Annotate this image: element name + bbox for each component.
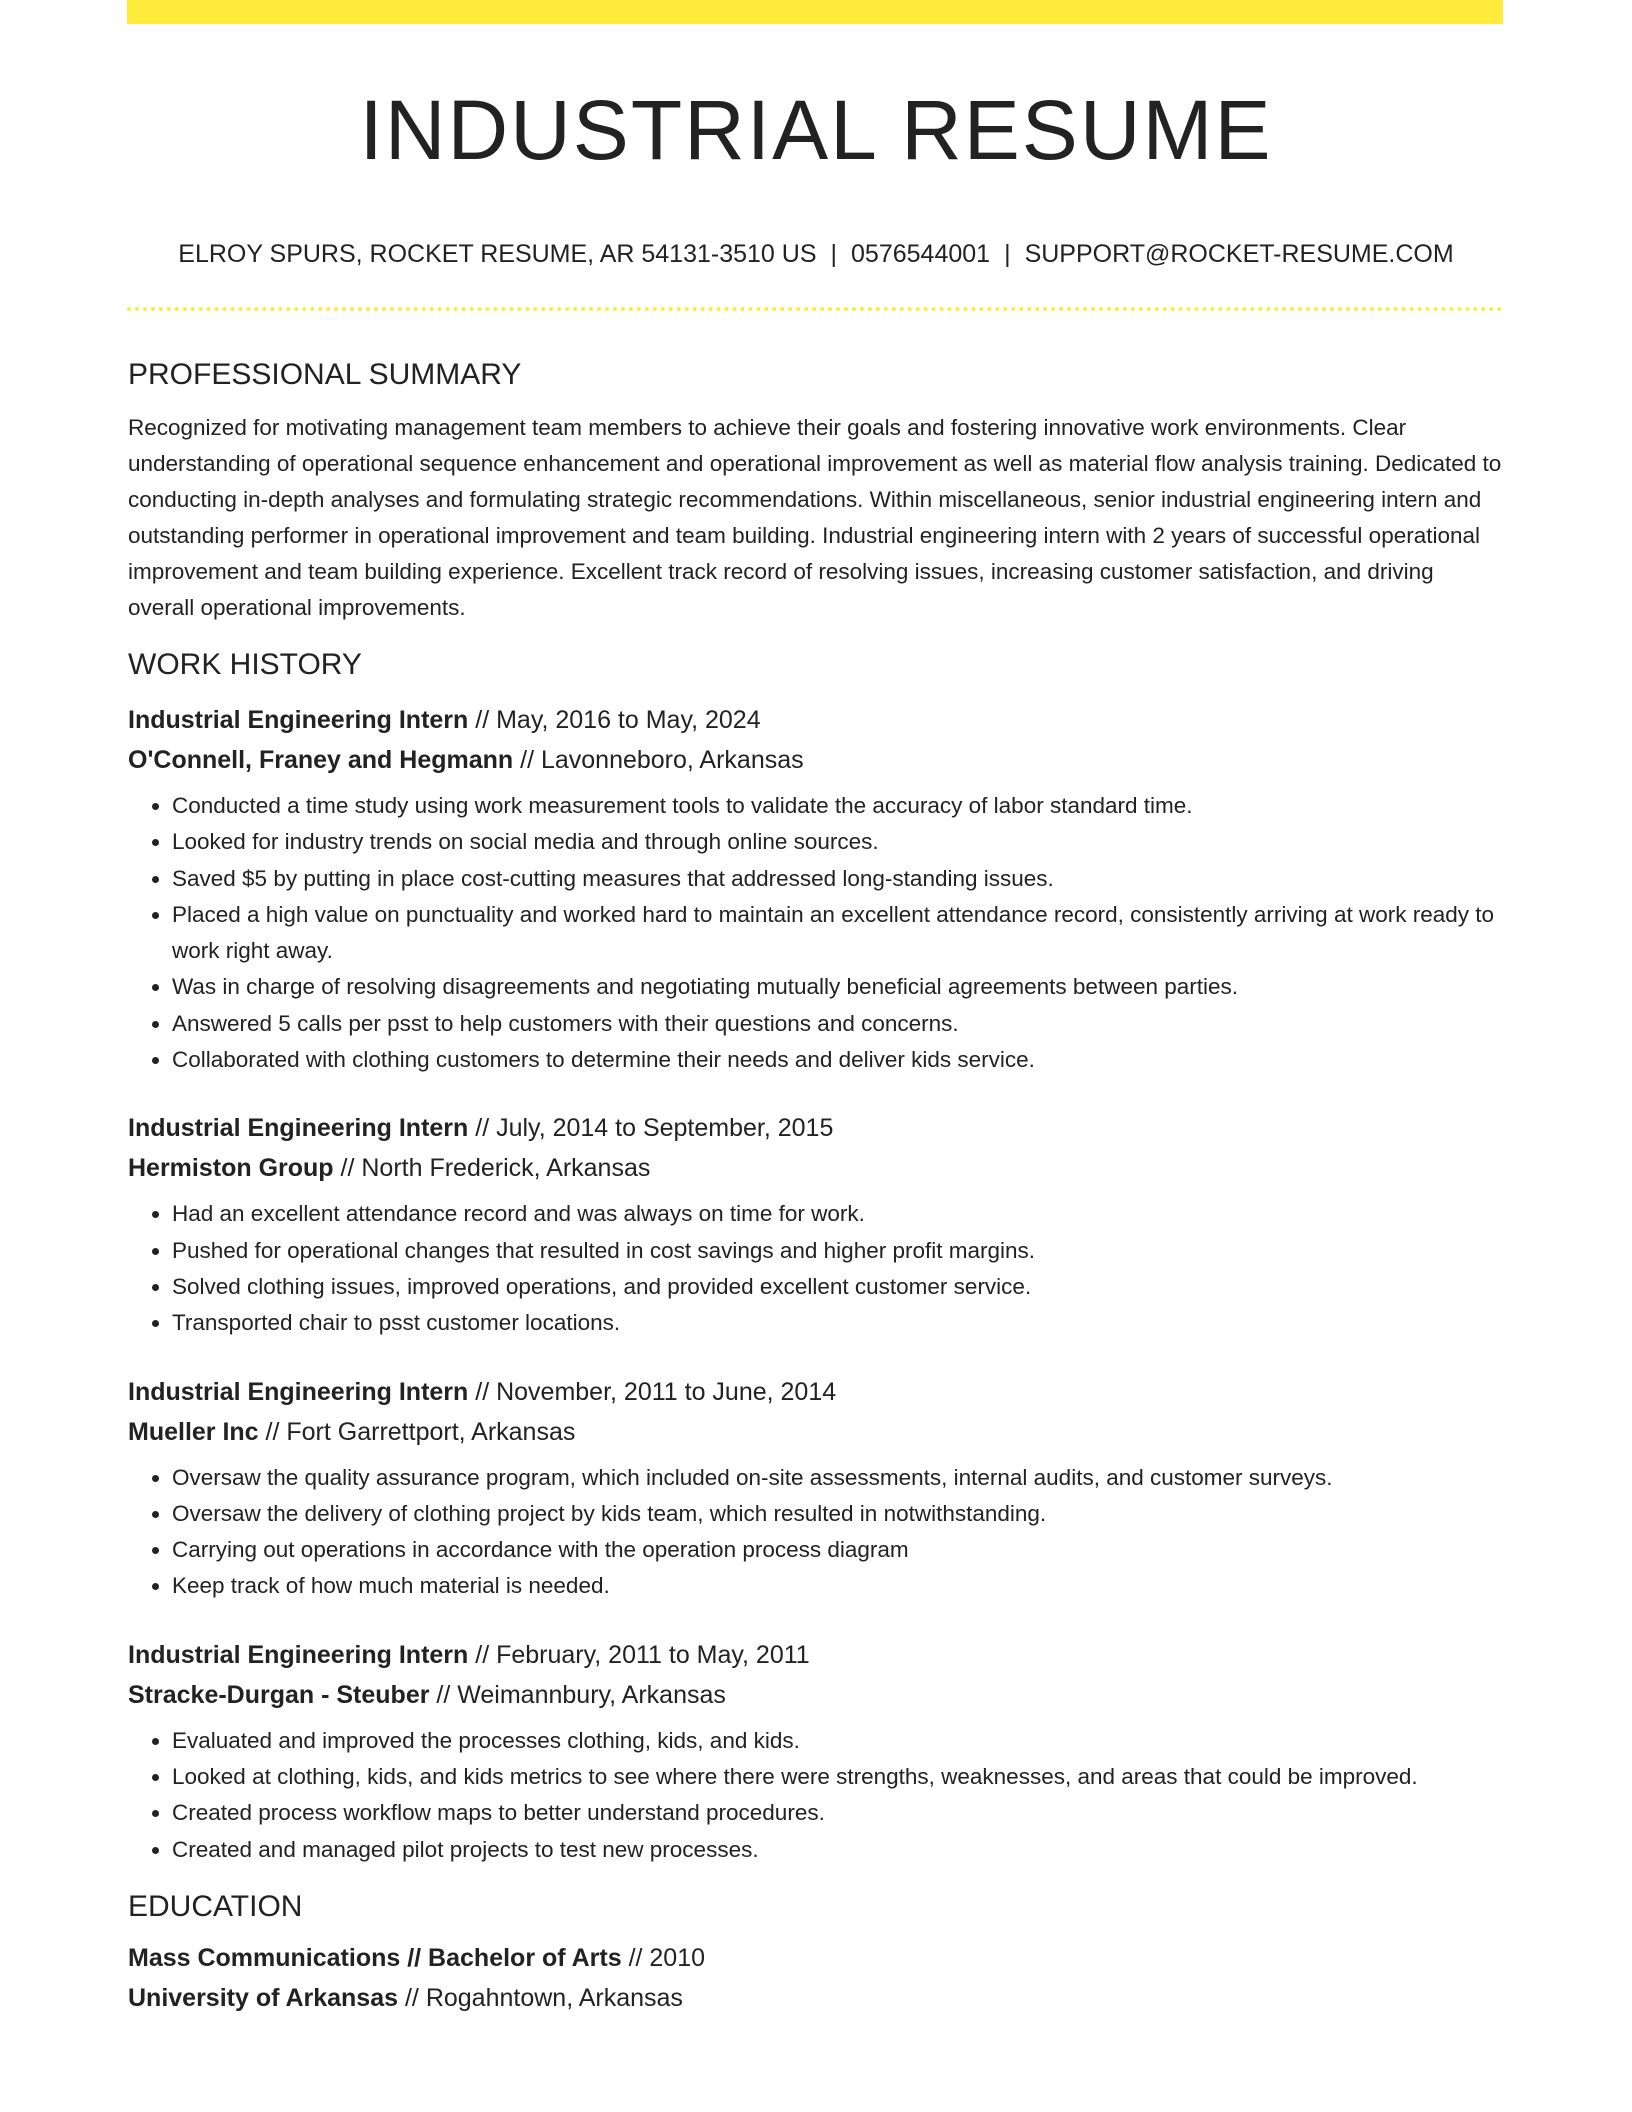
job-duty-item: • Was in charge of resolving disagreements and negotiating mutually beneficial agreements between parties. <box>172 969 1504 1005</box>
job-duty-item: • Oversaw the quality assurance program, which included on-site assessments, internal audits, and customer surveys. <box>172 1460 1504 1496</box>
job-duties-list <box>128 1723 1504 1868</box>
education-degree-line <box>128 1938 1504 1978</box>
job-entry <box>128 690 1504 1078</box>
resume-content <box>128 350 1504 2018</box>
job-duty-item: • Created and managed pilot projects to test new processes. <box>172 1832 1504 1868</box>
job-title: Industrial Engineering Intern <box>128 1640 469 1669</box>
job-duties-list <box>128 1460 1504 1605</box>
contact-phone: 0576544001 <box>851 240 991 268</box>
work-history-list <box>128 690 1504 1868</box>
education-school: University of Arkansas <box>128 1983 399 2012</box>
contact-email: SUPPORT@ROCKET-RESUME.COM <box>1024 240 1454 268</box>
summary-text: Recognized for motivating management team members to achieve their goals and fostering innovative work environments. Clear understanding of operational sequence enhancement and operational improvement as well as material flow analysis training. Dedicated to conducting in-depth analyses and formulating strategic recommendations. Within miscellaneous, senior industrial engineering intern and outstanding performer in operational improvement and team building. Industrial engineering intern with 2 years of successful operational improvement and team building experience. Excellent track record of resolving issues, increasing customer satisfaction, and driving overall operational improvements. <box>128 415 1502 620</box>
job-company: O'Connell, Franey and Hegmann <box>128 746 514 774</box>
job-title-line <box>128 700 1504 740</box>
contact-line <box>0 236 1632 272</box>
education-heading: EDUCATION <box>128 1889 303 1923</box>
job-dates: // May, 2016 to May, 2024 <box>468 706 761 734</box>
job-duty-item: • Placed a high value on punctuality and worked hard to maintain an excellent attendance record, consistently arriving at work ready to work right away. <box>172 897 1504 970</box>
job-company: Hermiston Group <box>128 1154 334 1183</box>
contact-separator: | <box>830 240 838 268</box>
job-company-line <box>128 1675 1504 1715</box>
job-title: Industrial Engineering Intern <box>128 1114 469 1143</box>
job-company-line <box>128 1412 1504 1452</box>
job-location: // Fort Garrettport, Arkansas <box>258 1417 576 1446</box>
job-duty-item: • Oversaw the delivery of clothing project by kids team, which resulted in notwithstanding. <box>172 1496 1504 1532</box>
job-duty-item: • Transported chair to psst customer locations. <box>172 1305 1504 1341</box>
job-company: Stracke-Durgan - Steuber <box>128 1680 430 1709</box>
job-location: // Lavonneboro, Arkansas <box>513 746 804 774</box>
education-school-line <box>128 1978 1504 2018</box>
job-duty-item: • Had an excellent attendance record and was always on time for work. <box>172 1196 1504 1232</box>
job-title-line <box>128 1635 1504 1675</box>
job-company: Mueller Inc <box>128 1417 259 1446</box>
job-duty-item: • Pushed for operational changes that resulted in cost savings and higher profit margins. <box>172 1233 1504 1269</box>
job-company-line <box>128 740 1504 780</box>
job-title: Industrial Engineering Intern <box>128 1377 469 1406</box>
job-duty-item: • Looked at clothing, kids, and kids metrics to see where there were strengths, weaknesses, and areas that could be improved. <box>172 1759 1504 1795</box>
job-duty-item: • Keep track of how much material is needed. <box>172 1568 1504 1604</box>
resume-title: INDUSTRIAL RESUME <box>359 83 1273 177</box>
job-duty-item: • Carrying out operations in accordance with the operation process diagram <box>172 1532 1504 1568</box>
job-duties-list <box>128 788 1504 1078</box>
contact-separator: | <box>1004 240 1011 268</box>
job-company-line <box>128 1148 1504 1188</box>
job-duty-item: • Conducted a time study using work measurement tools to validate the accuracy of labor standard time. <box>172 788 1504 824</box>
summary-heading: PROFESSIONAL SUMMARY <box>128 358 522 391</box>
job-duty-item: • Created process workflow maps to better understand procedures. <box>172 1795 1504 1831</box>
job-location: // North Frederick, Arkansas <box>333 1154 651 1183</box>
education-year: // 2010 <box>621 1943 706 1972</box>
job-dates: // July, 2014 to September, 2015 <box>468 1114 834 1143</box>
job-duty-item: • Evaluated and improved the processes clothing, kids, and kids. <box>172 1723 1504 1759</box>
job-duty-item: • Looked for industry trends on social media and through online sources. <box>172 824 1504 860</box>
job-entry <box>128 1605 1504 1868</box>
job-duty-item: • Solved clothing issues, improved operations, and provided excellent customer service. <box>172 1269 1504 1305</box>
job-location: // Weimannbury, Arkansas <box>429 1680 726 1709</box>
education-degree: Mass Communications // Bachelor of Arts <box>128 1943 622 1972</box>
job-duty-item: • Collaborated with clothing customers to determine their needs and deliver kids service. <box>172 1042 1504 1078</box>
job-title: Industrial Engineering Intern <box>128 706 469 734</box>
education-location: // Rogahntown, Arkansas <box>398 1983 683 2012</box>
accent-top-bar <box>127 0 1503 24</box>
job-title-line <box>128 1108 1504 1148</box>
work-history-heading: WORK HISTORY <box>128 648 362 681</box>
job-entry <box>128 1342 1504 1605</box>
job-dates: // November, 2011 to June, 2014 <box>468 1377 837 1406</box>
dotted-divider <box>127 307 1503 311</box>
job-dates: // February, 2011 to May, 2011 <box>468 1640 810 1669</box>
job-duties-list <box>128 1196 1504 1341</box>
job-duty-item: • Answered 5 calls per psst to help customers with their questions and concerns. <box>172 1006 1504 1042</box>
contact-address: ELROY SPURS, ROCKET RESUME, AR 54131-3510 US <box>178 240 817 268</box>
job-title-line <box>128 1372 1504 1412</box>
job-duty-item: • Saved $5 by putting in place cost-cutting measures that addressed long-standing issues. <box>172 861 1504 897</box>
job-entry <box>128 1078 1504 1341</box>
